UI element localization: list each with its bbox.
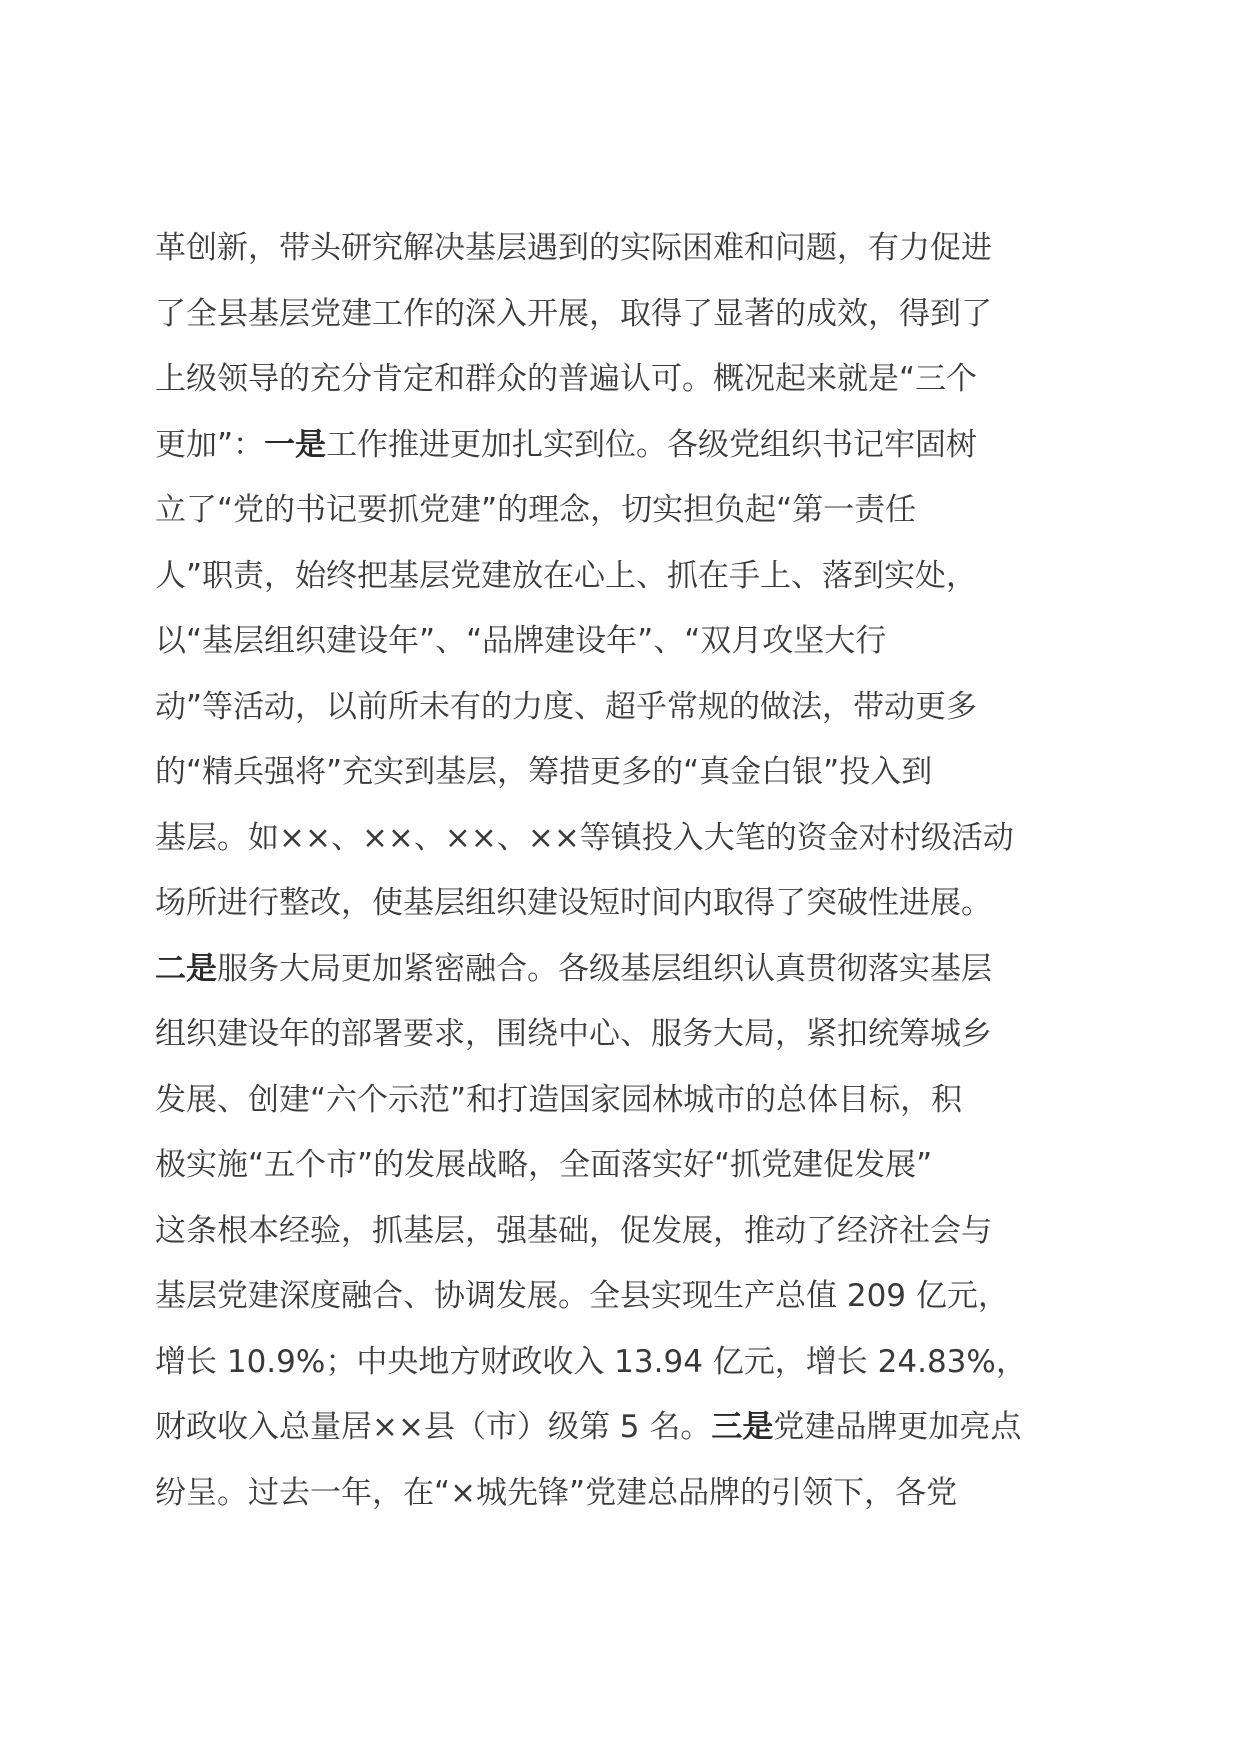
bold-lead-text: 一是 <box>264 426 327 463</box>
bold-lead-text: 三是 <box>711 1409 774 1445</box>
text-line <box>155 937 1095 1003</box>
text-line <box>155 1264 1095 1330</box>
text-line <box>155 740 1095 806</box>
text-segment: 极实施“五个市”的发展战略，全面落实好“抓党建促发展” <box>155 1147 933 1183</box>
text-segment: 党建品牌更加亮点 <box>773 1409 1022 1445</box>
text-segment: 的“精兵强将”充实到基层，筹措更多的“真金白银”投入到 <box>155 754 933 790</box>
text-line <box>155 282 1095 348</box>
text-line <box>155 413 1095 479</box>
text-segment: 财政收入总量居××县（市）级第 5 名。 <box>155 1409 712 1445</box>
text-line <box>155 1133 1095 1199</box>
text-line <box>155 871 1095 937</box>
bold-lead-text: 二是 <box>155 950 217 987</box>
text-segment: 基层党建深度融合、协调发展。全县实现生产总值 209 亿元， <box>155 1278 1009 1314</box>
text-line <box>155 1330 1095 1396</box>
text-segment: 了全县基层党建工作的深入开展，取得了显著的成效，得到了 <box>155 295 992 332</box>
text-segment: 场所进行整改，使基层组织建设短时间内取得了突破性进展。 <box>155 885 992 921</box>
text-line <box>155 1461 1095 1527</box>
text-segment: 服务大局更加紧密融合。各级基层组织认真贯彻落实基层 <box>217 950 992 987</box>
text-line <box>155 806 1095 872</box>
text-line <box>155 675 1095 741</box>
text-line <box>155 1002 1095 1068</box>
text-segment: 基层。如××、××、××、××等镇投入大笔的资金对村级活动 <box>155 819 1014 856</box>
text-segment: 动”等活动，以前所未有的力度、超乎常规的做法，带动更多 <box>155 688 978 725</box>
text-line <box>155 544 1095 610</box>
text-segment: 工作推进更加扎实到位。各级党组织书记牢固树 <box>326 426 978 463</box>
body-paragraph <box>155 216 1095 1526</box>
text-line <box>155 1395 1095 1461</box>
text-segment: 上级领导的充分肯定和群众的普遍认可。概况起来就是“三个 <box>155 361 978 397</box>
text-segment: 纷呈。过去一年，在“×城先锋”党建总品牌的引领下，各党 <box>155 1474 958 1511</box>
text-line <box>155 1068 1095 1134</box>
text-line <box>155 216 1095 282</box>
text-line <box>155 347 1095 413</box>
text-segment: 增长 10.9%；中央地方财政收入 13.94 亿元，增长 24.83%， <box>155 1343 1027 1380</box>
text-segment: 这条根本经验，抓基层，强基础，促发展，推动了经济社会与 <box>155 1212 992 1249</box>
text-line <box>155 478 1095 544</box>
text-segment: 更加”： <box>155 426 265 463</box>
text-line <box>155 609 1095 675</box>
text-line <box>155 1199 1095 1265</box>
text-segment: 革创新，带头研究解决基层遇到的实际困难和问题，有力促进 <box>155 230 992 266</box>
text-segment: 以“基层组织建设年”、“品牌建设年”、“双月攻坚大行 <box>155 623 887 659</box>
text-segment: 发展、创建“六个示范”和打造国家园林城市的总体目标，积 <box>155 1081 963 1118</box>
text-segment: 组织建设年的部署要求，围绕中心、服务大局，紧扣统筹城乡 <box>155 1016 992 1052</box>
text-segment: 立了“党的书记要抓党建”的理念，切实担负起“第一责任 <box>155 492 917 528</box>
text-segment: 人”职责，始终把基层党建放在心上、抓在手上、落到实处， <box>155 557 978 594</box>
